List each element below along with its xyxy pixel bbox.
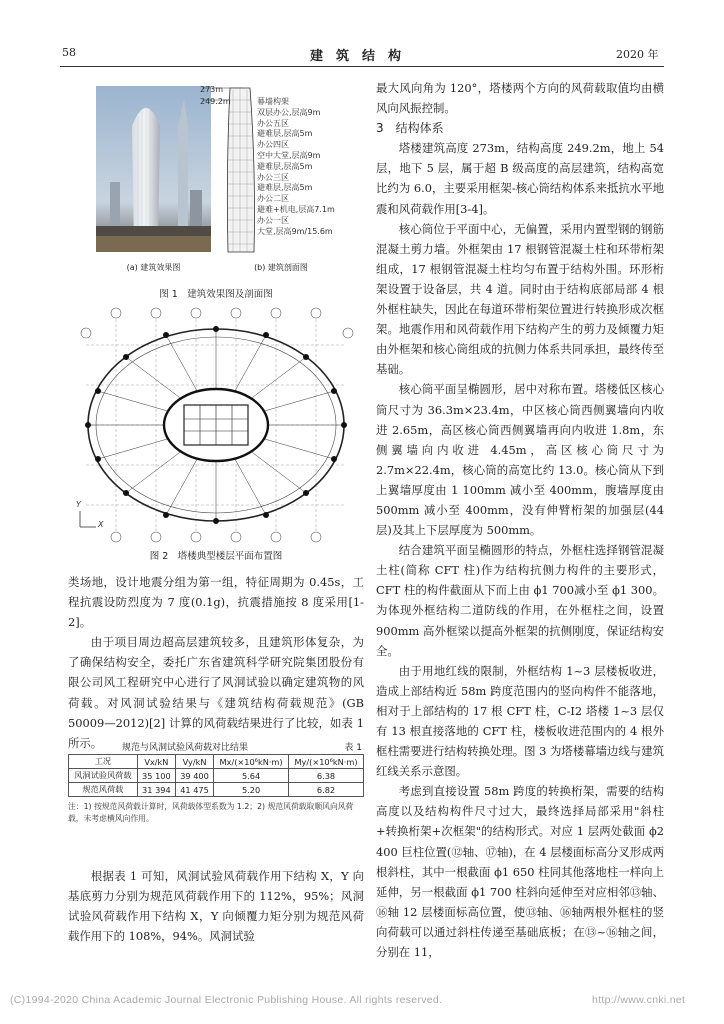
footer-url: http://www.cnki.net: [592, 994, 686, 1006]
zone-label: 避难+机电,层高7.1m: [257, 204, 335, 214]
zone-label: 办公三区: [257, 172, 289, 182]
paragraph: 核心筒平面呈椭圆形，居中对称布置。塔楼低区核心筒尺寸为 36.3m×23.4m，中区核心筒西侧翼墙向内收进 2.65m，高区核心筒西侧翼墙再向内收进 1.8m，东侧翼墙向内收进 4.45m，高区核心筒尺寸为 2.7m×22.4m，核心筒的高宽比约 13.0。核心筒从下到上翼墙厚度由 1 100mm 减小至 400mm，腹墙厚度由 500mm 减小至 400mm，没有伸臂桁架的加强层(44 层)及其上下层厚度为 500mm。: [376, 382, 664, 538]
elev-top: 273m: [200, 85, 224, 94]
zone-label: 办公二区: [257, 194, 289, 204]
table-header: Vy/kN: [175, 755, 213, 769]
table-cell: 35 100: [137, 769, 175, 783]
header-rule: [60, 66, 664, 67]
figure1-caption: 图 1 建筑效果图及剖面图: [159, 289, 273, 300]
zone-label: 避难层,层高5m: [257, 161, 313, 171]
table-cell: 41 475: [175, 783, 213, 797]
table-cell: 规范风荷载: [69, 783, 138, 797]
table-cell: 31 394: [137, 783, 175, 797]
zone-label: 双层办公,层高9m: [257, 107, 321, 117]
zone-label: 空中大堂,层高9m: [257, 150, 321, 160]
paragraph: 根据表 1 可知，风洞试验风荷载作用下结构 X，Y 向基底剪力分别为规范风荷载作用下的 112%，95%；风洞试验风荷载作用下结构 X，Y 向倾覆力矩分别为规范风荷载作用下的 108%，94%。风洞试验: [68, 869, 364, 944]
table1-label: 表 1: [344, 743, 362, 753]
left-column: [68, 572, 364, 753]
table1-note: 注：1) 按规范风荷载计算时，风荷载体型系数为 1.2；2) 规范风荷载取顺风向风荷载，未考虑横风向作用。: [68, 802, 354, 823]
table-header: Vx/kN: [137, 755, 175, 769]
table-cell: 6.82: [289, 783, 364, 797]
journal-title: 建 筑 结 构: [310, 49, 402, 64]
paragraph: 由于项目周边超高层建筑较多，且建筑形体复杂，为了确保结构安全，委托广东省建筑科学研究院集团股份有限公司风工程研究中心进行了风洞试验以确定建筑物的风荷载。对风洞试验结果与《建筑结构荷载规范》(GB 50009—2012)[2] 计算的风荷载结果进行了比较，如表 1 所示。: [68, 635, 364, 750]
table1-title: 规范与风洞试验风荷载对比结果: [122, 743, 249, 753]
zone-labels: [257, 97, 335, 237]
left-column-bottom: [68, 866, 364, 946]
figure2-plan: [66, 305, 364, 545]
table-row: [69, 769, 364, 783]
axis-x-label: X: [98, 520, 104, 529]
issue-year: 2020 年: [616, 48, 659, 61]
elev-roof: 249.2m: [200, 97, 231, 106]
paragraph: 考虑到直接设置 58m 跨度的转换桁架，需要的结构高度以及结构构件尺寸过大，最终选择局部采用"斜柱+转换桁架+次框架"的结构形式。对应 1 层两处截面 ϕ2 400 巨柱位置(⑫轴、⑰轴)，在 4 层楼面标高分叉形成两根斜柱，其中一根截面 ϕ1 650 柱同其他落地柱一样向上延伸，另一根截面 ϕ1 700 柱斜向延伸至对应相邻⑬轴、⑯轴 12 层楼面标高位置，使⑬轴、⑯轴两根外框柱的竖向荷载可以通过斜柱传递至基础底板；在⑬~⑯轴之间，分别在 11，: [376, 784, 664, 960]
paragraph: 塔楼建筑高度 273m，结构高度 249.2m，地上 54 层，地下 5 层，属于超 B 级高度的高层建筑，结构高宽比约为 6.0，主要采用框架-核心筒结构体系来抵抗水平地震和风荷载作用[3-4]。: [376, 141, 664, 216]
paragraph: 类场地，设计地震分组为第一组，特征周期为 0.45s，工程抗震设防烈度为 7 度(0.1g)，抗震措施按 8 度采用[1-2]。: [68, 575, 364, 630]
table-header: 工况: [69, 755, 138, 769]
table-cell: 39 400: [175, 769, 213, 783]
table-cell: 5.20: [214, 783, 289, 797]
page-number: 58: [62, 46, 76, 59]
paragraph: 最大风向角为 120°，塔楼两个方向的风荷载取值均由横风向风振控制。: [376, 81, 664, 116]
paragraph: 由于用地红线的限制，外框结构 1~3 层楼板收进，造成上部结构近 58m 跨度范围内的竖向构件不能落地，相对于上部结构的 17 根 CFT 柱，C-I2 塔楼 1~3 层仅有 13 根直接落地的 CFT 柱，楼板收进范围内的 4 根外框柱需要进行结构转换处理。图 3 为塔楼幕墙边线与建筑红线关系示意图。: [376, 663, 664, 779]
table-cell: 6.38: [289, 769, 364, 783]
paragraph: 核心筒位于平面中心，无偏置，采用内置型钢的钢筋混凝土剪力墙。外框架由 17 根钢管混凝土柱和环带桁架组成，17 根钢管混凝土柱均匀布置于结构外围。环形桁架设置于设备层，共 4 道。同时由于结构底部局部 4 根外框柱缺失，因此在每道环带桁架位置进行转换形成次框架。地震作用和风荷载作用下结构产生的剪力及倾覆力矩由外框架和核心筒组成的抗侧力体系共同承担，最终传至基础。: [376, 221, 664, 377]
table-header: My/(×10⁶kN·m): [289, 755, 364, 769]
table-header: Mx/(×10⁶kN·m): [214, 755, 289, 769]
zone-label: 幕墙构架: [257, 97, 289, 106]
right-column: [376, 78, 664, 962]
zone-label: 办公四区: [257, 140, 289, 150]
figure1a-label: (a) 建筑效果图: [126, 263, 181, 272]
paragraph: 结合建筑平面呈椭圆形的特点，外框柱选择钢管混凝土柱(简称 CFT 柱)作为结构抗侧力构件的主要形式，CFT 柱的构件截面从下而上由 ϕ1 700减小至 ϕ1 300。为体现外框结构二道防线的作用，在外框柱之间，设置 900mm 高外框梁以提高外框架的抗侧刚度，保证结构安全。: [376, 543, 664, 658]
table-row: [69, 783, 364, 797]
zone-label: 办公五区: [257, 118, 289, 128]
zone-label: 避难层,层高5m: [257, 183, 313, 193]
figure1-rendering: [96, 86, 211, 252]
axis-y-label: Y: [76, 500, 81, 509]
section-heading: 3 结构体系: [376, 121, 444, 136]
footer-copyright: (C)1994-2020 China Academic Journal Electronic Publishing House. All rights reserved.: [10, 994, 443, 1006]
figure1b-label: (b) 建筑剖面图: [254, 263, 308, 272]
table1-block: [68, 738, 364, 824]
table-cell: 5.64: [214, 769, 289, 783]
table1: [68, 754, 364, 797]
table-cell: 风洞试验风荷载: [69, 769, 138, 783]
zone-label: 办公一区: [257, 215, 289, 225]
zone-label: 大堂,层高9m/15.6m: [257, 226, 333, 236]
figure2-caption: 图 2 塔楼典型楼层平面布置图: [149, 551, 283, 562]
zone-label: 避难层,层高5m: [257, 129, 313, 139]
